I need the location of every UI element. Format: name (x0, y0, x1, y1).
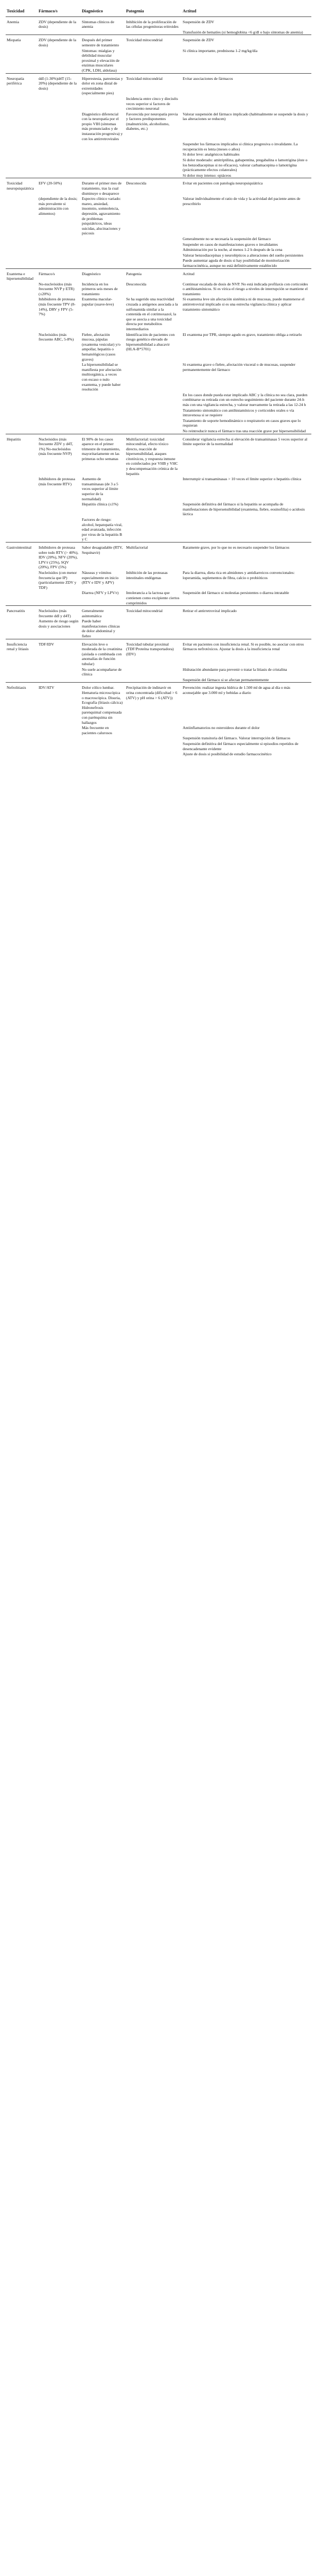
cell-diagnostico (81, 252, 125, 258)
cell-actitud: Ajuste de dosis si posibilidad de estudio farmacocinético (183, 752, 272, 757)
cell-actitud: Prevención: realizar ingesta hídrica de 1.500 ml de agua al día o más aconsejable que 3.000 ml y bebidas a diario (182, 683, 311, 725)
cell-toxicidad: Hepatitis (6, 434, 38, 476)
table-row (6, 570, 311, 590)
cell-diagnostico: Espectro clínico variado: mareo, ansiedad, insomnio, somnolencia, depresión, agravamiento de problemas psiquiátricos, ideas suicidas, alucinaciones y psicosis (82, 196, 121, 236)
cell-actitud: Suspensión del fármaco si molestias persistentes o diarrea intratable (183, 590, 289, 596)
cell-farmacos (38, 141, 81, 151)
cell-farmacos: Nucleósidos (más frecuente ABC, 5-8%) (39, 332, 74, 342)
cell-empty (6, 741, 38, 751)
cell-patogenia (125, 476, 182, 501)
cell-farmacos (38, 29, 81, 35)
document-page (0, 7, 317, 2576)
cell-empty (6, 242, 38, 247)
cell-actitud: Interrumpir si transaminasas > 10 veces el límite superior o hepatitis clínica (183, 477, 302, 482)
table-row (6, 48, 311, 73)
cell-farmacos: IDV/ATV (38, 683, 81, 725)
cell-patogenia: Desconocida (125, 178, 182, 196)
cell-actitud: Suspender en casos de manifestaciones graves o invalidantes (183, 242, 278, 247)
cell-diagnostico: Después del primer semestre de tratamiento (81, 35, 125, 48)
cell-patogenia (125, 408, 182, 418)
cell-farmacos (38, 362, 81, 392)
cell-farmacos (38, 392, 81, 408)
cell-patogenia (125, 418, 182, 428)
table-row (6, 639, 311, 666)
toxicity-table (6, 7, 311, 757)
cell-actitud: Puede aumentar aguda de dosis si hay posibilidad de monitorización farmacocinética, aunque no está definitivamente establecido (183, 258, 290, 268)
table-row (6, 73, 311, 96)
header-farmacos: Fármaco/s (38, 7, 81, 16)
table-body (6, 16, 311, 757)
table-row (6, 606, 311, 619)
cell-actitud: Evitar en pacientes con patología neuropsiquiátrica (182, 178, 311, 196)
cell-actitud: Si clínica importante, prednisona 1-2 mg/kg/día (183, 48, 258, 53)
cell-empty (6, 362, 38, 392)
cell-empty (6, 751, 38, 757)
table-row (6, 476, 311, 501)
cell-farmacos: ZDV (dependiente de la dosis) (38, 16, 81, 29)
cell-diagnostico (81, 418, 125, 428)
table-row (6, 751, 311, 757)
cell-empty (6, 48, 38, 73)
cell-empty (6, 418, 38, 428)
cell-farmacos (38, 157, 81, 173)
cell-diagnostico: Diarrea (NFV y LPV/r) (82, 590, 119, 596)
cell-patogenia: Toxicidad mitocondrial (125, 606, 182, 619)
cell-farmacos (38, 258, 81, 268)
cell-patogenia (125, 157, 182, 173)
cell-actitud: El exantema por TPR, siempre agudo es grave, tratamiento obliga a retirarlo (183, 332, 302, 337)
cell-diagnostico: Síntomas clínicos de anemia (81, 16, 125, 29)
cell-diagnostico: Incidencia en los primeros seis meses de tratamiento (82, 281, 118, 296)
cell-actitud: Tratamiento de soporte hemodinámico o respiratorio en casos graves que lo requieran (183, 418, 301, 428)
cell-empty (6, 392, 38, 408)
cell-diagnostico (81, 242, 125, 247)
cell-patogenia (125, 517, 182, 542)
cell-empty (6, 725, 38, 735)
cell-patogenia (125, 501, 182, 517)
table-row (6, 392, 311, 408)
cell-empty (6, 141, 38, 151)
table-row (6, 151, 311, 157)
cell-farmacos: TDF/IDV (38, 639, 81, 666)
cell-diagnostico (81, 408, 125, 418)
table-row (6, 281, 311, 297)
table-row (6, 236, 311, 242)
cell-empty (6, 332, 38, 362)
cell-patogenia: Incidencia entre cinco y dieciséis veces superior si factores de crecimiento neuronal (126, 96, 178, 111)
cell-patogenia: Se ha sugerido una reactividad cruzada a antígenos asociada a la sulfonamida similar a la contenida en el cotrimoxazol, la que se asocia a una toxicidad directa por metabolitos intermediarios (126, 297, 178, 332)
cell-empty (6, 618, 38, 639)
cell-actitud: Si dolor leve: analgésicos habituales (183, 152, 240, 157)
table-row (6, 141, 311, 151)
cell-farmacos (38, 741, 81, 751)
cell-empty (6, 296, 38, 331)
cell-diagnostico (81, 236, 125, 242)
cell-actitud: Retirar el antirretroviral implicado (182, 606, 311, 619)
cell-toxicidad: Pancreatitis (6, 606, 38, 619)
cell-actitud: Administración por la noche, al menos 1-2 h después de la cena (183, 247, 283, 252)
cell-farmacos (38, 242, 81, 247)
cell-empty (6, 667, 38, 677)
cell-patogenia (125, 618, 182, 639)
cell-diagnostico (81, 751, 125, 757)
cell-actitud: En los casos donde pueda estar implicado ABC y la clínica no sea clara, pueden combinarse su retirada con un estrecho seguimiento del paciente durante 24-h más con una vigilancia estrecha, y valorar nuevamente la retirada a las 12-24 h (183, 392, 308, 407)
table-row (6, 741, 311, 751)
cell-farmacos (38, 408, 81, 418)
cell-farmacos: Inhibidores de proteasa (más frecuente TPV (8-14%), DRV y FPV (5-7%) (39, 297, 76, 317)
cell-farmacos (38, 173, 81, 178)
header-actitud: Actitud (182, 7, 311, 16)
cell-actitud: Actitud (182, 268, 311, 281)
cell-actitud: Considerar vigilancia estrecha si elevación de transaminasas 5 veces superior al límite superior de la normalidad (182, 434, 311, 476)
cell-farmacos (38, 247, 81, 252)
cell-empty (6, 173, 38, 178)
cell-farmacos (38, 236, 81, 242)
cell-diagnostico (81, 173, 125, 178)
table-row (6, 362, 311, 392)
cell-farmacos (38, 517, 81, 542)
cell-actitud: Suspensión de ZDV (182, 35, 311, 48)
cell-patogenia (125, 196, 182, 236)
cell-actitud: Suspender los fármacos implicados si clínica progresiva o invalidante. La recuperación es lenta (meses o años) (183, 142, 298, 151)
cell-diagnostico: Más frecuente en pacientes calurosos (82, 725, 112, 735)
cell-farmacos (38, 252, 81, 258)
cell-empty (6, 517, 38, 542)
cell-farmacos: Fármaco/s (38, 268, 81, 281)
table-row (6, 683, 311, 725)
cell-farmacos (38, 677, 81, 683)
cell-farmacos: Nucleósidos (más frecuente ZDV y d4T, 1%) No-nucleósidos (más frecuente NVP) (38, 434, 81, 476)
cell-empty (6, 677, 38, 683)
cell-farmacos (38, 590, 81, 605)
cell-patogenia: Inhibición de la proliferación de las células progenitoras eritroides (125, 16, 182, 29)
cell-patogenia: Patogenia (125, 268, 182, 281)
cell-patogenia (125, 48, 182, 73)
cell-diagnostico: Hepatitis clínica (≤1%) (82, 502, 118, 507)
header-patogenia: Patogenia (125, 7, 182, 16)
table-row (6, 501, 311, 517)
table-row (6, 157, 311, 173)
cell-empty (6, 570, 38, 590)
cell-empty (6, 236, 38, 242)
cell-diagnostico: Durante el primer mes de tratamiento, tras la cual disminuye o desaparece (81, 178, 125, 196)
cell-empty (6, 29, 38, 35)
cell-actitud: Si exantema leve sin afectación sistémica ni de mucosas, puede mantenerse el antirretroviral implicado si es una estrecha vigilancia clínica y aplicar tratamiento sintomático (183, 297, 305, 312)
cell-diagnostico: Generalmente asintomática (81, 606, 125, 619)
cell-farmacos (38, 151, 81, 157)
cell-diagnostico: Náuseas y vómitos especialmente en inicio (RTV e IDV y APV) (82, 570, 119, 585)
cell-diagnostico (81, 677, 125, 683)
cell-patogenia: Intolerancia a la lactosa que contienen como excipiente ciertos comprimidos (126, 590, 180, 605)
cell-patogenia: Multifactorial: toxicidad mitocondrial, efecto tóxico directo, reacción de hipersensibilidad, ataques citotóxicos, y respuesta inmune en coinfectados por VHB y VHC y descompensación crónica de la hepatitis (125, 434, 182, 476)
cell-patogenia: Toxicidad mitocondrial (125, 73, 182, 96)
cell-diagnostico (81, 141, 125, 151)
cell-diagnostico: Síntomas: mialgias y debilidad muscular proximal y elevación de enzimas musculares (CPK, LDH, aldolasa) (82, 48, 120, 73)
cell-actitud: Hidratación abundante para prevenir o tratar la litiasis de cristalina (183, 667, 287, 672)
cell-actitud: Suspensión del fármaco si se afectan permanentemente (183, 677, 269, 682)
table-row (6, 408, 311, 418)
table-row (6, 247, 311, 252)
table-row (6, 16, 311, 29)
cell-farmacos (38, 428, 81, 434)
cell-diagnostico: No suele acompañarse de clínica (82, 667, 122, 677)
table-row (6, 542, 311, 569)
cell-farmacos (38, 111, 81, 142)
table-row (6, 96, 311, 111)
cell-toxicidad: Gastrointestinal (6, 542, 38, 569)
cell-empty (6, 111, 38, 142)
cell-toxicidad: Exantema e hipersensibilidad (6, 268, 38, 281)
cell-farmacos: ddI (1-30%)d4T (15-20%) (dependiente de la dosis) (38, 73, 81, 96)
table-row (6, 725, 311, 735)
table-row (6, 252, 311, 258)
cell-farmacos (38, 725, 81, 735)
cell-actitud: Para la diarrea, dieta rica en almidones y antidiarreicos convencionales: loperamida, suplementos de fibra, calcio o probióticos (183, 570, 295, 580)
cell-actitud: Si dolor moderado: amitriptilina, gabapentina, pregabalina o lamotrigina (éste o los benzodiacepinas si no eficaces), valorar carbamacepina o lamotrigina (prácticamente efectos colaterales) (183, 158, 308, 173)
cell-farmacos: Nucleósidos (más frecuente ddI y d4T) (38, 606, 81, 619)
cell-toxicidad: Insuficiencia renal y litiasis (6, 639, 38, 666)
cell-farmacos (38, 667, 81, 677)
cell-empty (6, 408, 38, 418)
table-row (6, 418, 311, 428)
cell-patogenia (125, 362, 182, 392)
cell-actitud (182, 618, 311, 639)
cell-empty (6, 252, 38, 258)
table-row (6, 173, 311, 178)
cell-toxicidad: Anemia (6, 16, 38, 29)
table-row (6, 268, 311, 281)
table-row (6, 428, 311, 434)
cell-patogenia (125, 252, 182, 258)
cell-empty (6, 196, 38, 236)
cell-patogenia (125, 667, 182, 677)
table-row (6, 29, 311, 35)
cell-diagnostico (81, 157, 125, 173)
cell-actitud: Transfusión de hematíes (si hemoglobina <6 g/dl o bajo síntomas de anemia) (183, 29, 303, 35)
cell-patogenia (125, 242, 182, 247)
cell-farmacos (38, 48, 81, 73)
cell-diagnostico (81, 735, 125, 741)
cell-patogenia (125, 735, 182, 741)
cell-patogenia (125, 725, 182, 735)
cell-farmacos: ZDV (dependiente de la dosis) (38, 35, 81, 48)
table-header-row (6, 7, 311, 16)
cell-actitud: Si dolor muy intenso: opiáceos (183, 173, 232, 178)
cell-patogenia: Toxicidad tubular proximal (TDF/Proteína transportadora) (IDV) (125, 639, 182, 666)
cell-farmacos: EFV (20-50%) (38, 178, 81, 196)
cell-actitud: Valorar benzodiacepinas y neurolépticos a alteraciones del sueño persistentes (183, 252, 304, 258)
table-row (6, 35, 311, 48)
table-row (6, 618, 311, 639)
table-row (6, 258, 311, 268)
cell-diagnostico: Aumento de transaminasas (de 3 a 5 veces superior al límite superior de la normalidad) (82, 477, 118, 501)
table-row (6, 434, 311, 476)
header-toxicidad: Toxicidad (6, 7, 38, 16)
table-row (6, 296, 311, 331)
cell-farmacos: No-nucleósidos (más frecuente NVP y ETR) (≤20%) (39, 281, 75, 296)
cell-patogenia: Inhibición de las proteasas intestinales endógenas (126, 570, 168, 580)
cell-diagnostico: Elevación leve o moderada de la creatinina (aislada o combinada con anomalías de función tubular) (81, 639, 125, 666)
cell-diagnostico (81, 96, 125, 111)
cell-empty (6, 96, 38, 111)
cell-farmacos (38, 735, 81, 741)
cell-patogenia: Favorecida por neuropatía previa y factores predisponentes (malnutrición, alcoholismo, diabetes, etc.) (126, 111, 178, 131)
cell-actitud (182, 96, 311, 111)
cell-actitud: Raramente grave, por lo que no es necesario suspender los fármacos (182, 542, 311, 569)
cell-toxicidad: Neuropatía periférica (6, 73, 38, 96)
cell-patogenia (125, 247, 182, 252)
table-row (6, 590, 311, 605)
cell-toxicidad: Miopatía (6, 35, 38, 48)
header-diagnostico: Diagnóstico (81, 7, 125, 16)
cell-diagnostico: Factores de riesgo: alcohol, hepatopatía viral, edad avanzada, infección por virus de la hepatitis B y C (82, 517, 122, 542)
cell-patogenia: Desconocida (126, 281, 147, 286)
cell-patogenia: Toxicidad mitocondrial (125, 35, 182, 48)
cell-farmacos: Inhibidores de proteasa (más frecuente RTV) (39, 477, 75, 486)
cell-actitud: Continuar escalada de dosis de NVP. No está indicada profilaxis con corticoides o antihistamínicos. Si es vírica el riesgo a niveles de interrupción se mantiene el tratamiento (183, 281, 308, 296)
table-row (6, 196, 311, 236)
cell-actitud: Suspensión de ZDV (182, 16, 311, 29)
cell-actitud: Suspensión definitiva del fármaco si la hepatitis se acompaña de manifestaciones de hipersensibilidad (exantema, fiebre, eosinofilia) o acidosis láctica (183, 502, 305, 517)
cell-farmacos: Nucleósidos (con menor frecuencia que IP) (particularmente ZDV y TDF) (39, 570, 77, 590)
cell-patogenia (125, 392, 182, 408)
cell-actitud: Evitar asociaciones de fármacos (182, 73, 311, 96)
cell-patogenia (125, 677, 182, 683)
cell-patogenia (125, 141, 182, 151)
cell-diagnostico: El 90% de los casos aparece en el primer trimestre de tratamiento, mayoritariamente en las primeras ocho semanas (81, 434, 125, 476)
cell-empty (6, 476, 38, 501)
cell-patogenia (125, 151, 182, 157)
cell-patogenia (125, 29, 182, 35)
cell-actitud: Antiinflamatorios no esteroideos durante el dolor (183, 725, 260, 731)
cell-patogenia: Precipitación de indinavir en orina concentrada (dificultad > 6 (ATV) y pH orina > 6 (ATV)) (125, 683, 182, 725)
cell-patogenia: Identificación de pacientes con riesgo genético elevado de hipersensibilidad a abacavir (HLA-B*5701) (126, 332, 175, 352)
cell-actitud: Si exantema grave o fiebre, afectación visceral o de mucosas, suspender permanentemente del fármaco (183, 362, 295, 372)
cell-diagnostico (81, 741, 125, 751)
cell-farmacos: Aumento de riesgo según dosis y asociaciones (39, 619, 79, 629)
cell-farmacos (38, 751, 81, 757)
cell-actitud: Valorar suspensión del fármaco implicado (habitualmente se suspende la dosis y las alteraciones se reducen) (183, 111, 308, 122)
cell-diagnostico (81, 151, 125, 157)
cell-diagnostico: Puede haber manifestaciones clínicas de dolor abdominal y fiebre (82, 619, 120, 639)
cell-farmacos (38, 501, 81, 517)
cell-patogenia (125, 236, 182, 242)
cell-diagnostico: Diagnóstico (81, 268, 125, 281)
cell-actitud: Suspensión transitoria del fármaco. Valorar interrupción de fármacos (183, 736, 291, 741)
cell-diagnostico: Hiperestesia, parestesias y dolor en zona distal de extremidades (especialmente pies) (81, 73, 125, 96)
cell-patogenia (125, 741, 182, 751)
cell-diagnostico: La hipersensibilidad se manifiesta por afectación multiorgánica, a veces con escaso o nulo exantema, y puede haber resolución (82, 362, 121, 392)
cell-empty (6, 258, 38, 268)
cell-patogenia (125, 258, 182, 268)
cell-toxicidad: Nefrolitiasis (6, 683, 38, 725)
table-row (6, 111, 311, 142)
cell-diagnostico: Fiebre, afectación mucosa, pápulas (exantema vesicular) y/o ampollar, hepatitis o hematológicos (casos graves) (82, 332, 121, 362)
cell-empty (6, 735, 38, 741)
cell-empty (6, 151, 38, 157)
cell-patogenia (125, 428, 182, 434)
cell-diagnostico: Exantema macular-papular (suave-leve) (82, 297, 114, 307)
cell-patogenia (125, 173, 182, 178)
cell-actitud (182, 517, 311, 542)
cell-patogenia (125, 751, 182, 757)
cell-empty (6, 281, 38, 297)
cell-patogenia: Multifactorial (125, 542, 182, 569)
cell-farmacos (38, 418, 81, 428)
cell-empty (6, 501, 38, 517)
cell-empty (6, 247, 38, 252)
cell-actitud: Evitar en pacientes con insuficiencia renal. Si es posible, no asociar con otros fármacos nefrotóxicos. Ajustar la dosis a la insuficiencia renal (182, 639, 311, 666)
table-row (6, 242, 311, 247)
cell-diagnostico (81, 392, 125, 408)
cell-diagnostico: Sabor desagradable (RTV, Sequinavir) (81, 542, 125, 569)
table-row (6, 667, 311, 677)
cell-diagnostico: Dolor cólico lumbar. Hematuria microscópica o macroscópica. Disuria, Ecografía (litiasis cálcica) Hidronefrosis parenquimal compensada con parénquima sin hallazgos (81, 683, 125, 725)
cell-empty (6, 590, 38, 605)
cell-empty (6, 157, 38, 173)
cell-empty (6, 428, 38, 434)
cell-actitud: Suspensión definitiva del fármaco especialmente si episodios repetidos de desencadenante evidente (183, 741, 298, 751)
cell-farmacos: Inhibidores de proteasa sobre todo RTV (> 40%), IDV (20%), NFV (20%), LPV/r (25%), SQV (20%), FPV (5%) (38, 542, 81, 569)
cell-diagnostico (81, 428, 125, 434)
cell-diagnostico (81, 29, 125, 35)
table-row (6, 517, 311, 542)
cell-actitud: Tratamiento sintomático con antihistamínicos y corticoides orales o vía intravenosa si se requiere (183, 408, 294, 418)
cell-farmacos (38, 96, 81, 111)
cell-actitud: No reintroducir nunca el fármaco tras una reacción grave por hipersensibilidad (183, 428, 306, 433)
table-row (6, 332, 311, 362)
cell-actitud: Generalmente no se necesaria la suspensión del fármaco (183, 236, 271, 241)
cell-diagnostico: Diagnóstico diferencial con la neuropatía por el propio VIH (síntomas más pronunciados y de instauración progresiva) y con los antirretrovirales (82, 111, 123, 141)
cell-actitud: Valorar individualmente el ratio de vida y la actividad del paciente antes de prescribirlo (183, 196, 301, 206)
cell-toxicidad: Toxicidad neuropsiquiátrica (6, 178, 38, 196)
table-row (6, 677, 311, 683)
cell-diagnostico (81, 247, 125, 252)
table-row (6, 178, 311, 196)
cell-diagnostico (81, 258, 125, 268)
cell-farmacos: (dependiente de la dosis; más prevalente si administración con alimentos) (39, 196, 78, 216)
table-row (6, 735, 311, 741)
